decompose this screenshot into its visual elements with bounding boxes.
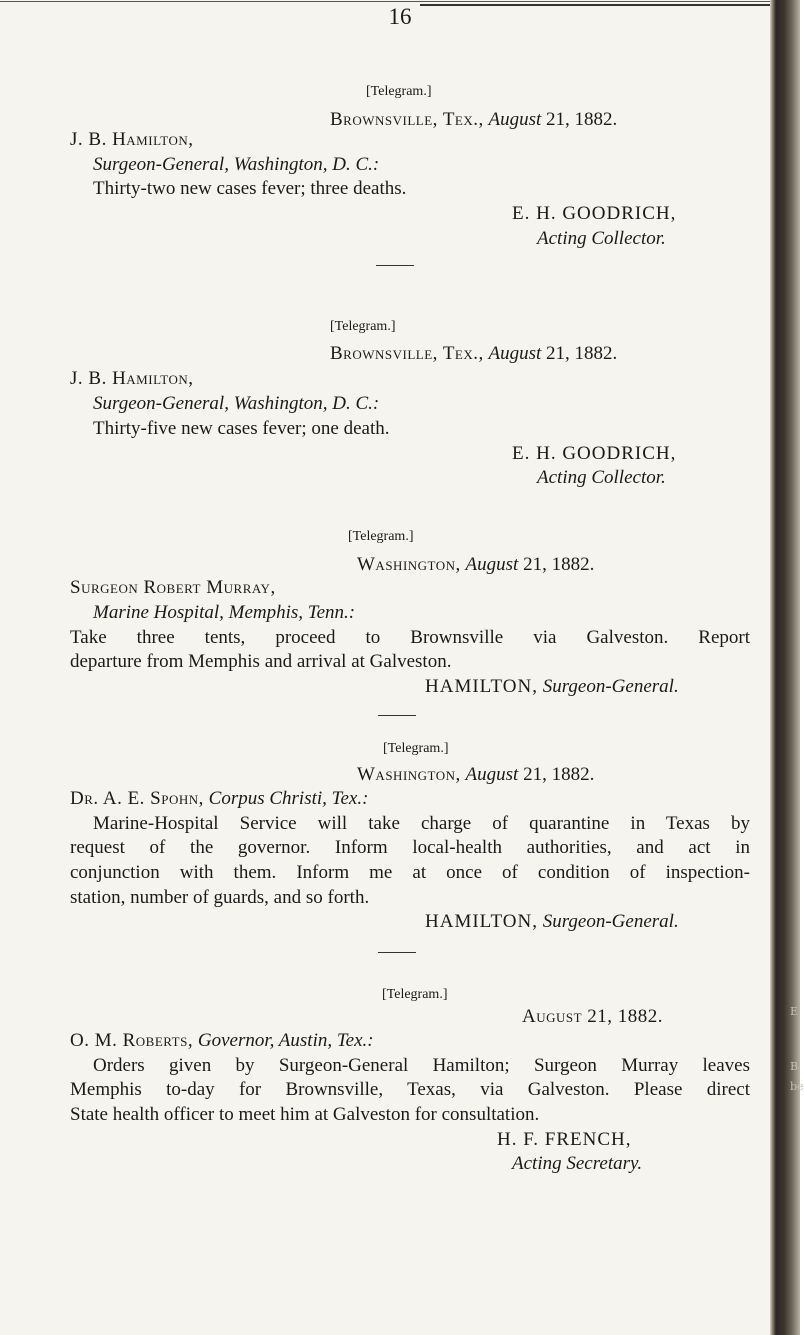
telegram-header: [Telegram.] [330, 319, 396, 334]
telegram-body-line: conjunction with them. Inform me at once of condition of inspection- [70, 862, 750, 883]
telegram-signature-line: HAMILTON, Surgeon-General. [425, 676, 679, 697]
telegram-addressee: J. B. Hamilton, [70, 368, 194, 389]
telegram-header: [Telegram.] [366, 84, 432, 99]
telegram-title-line: Surgeon-General, Washington, D. C.: [93, 154, 380, 175]
telegram-signature: E. H. GOODRICH, [512, 203, 677, 224]
telegram-signature: E. H. GOODRICH, [512, 443, 677, 464]
telegram-signature-line: HAMILTON, Surgeon-General. [425, 911, 679, 932]
edge-mark: E [790, 1005, 799, 1018]
telegram-title-line: Surgeon-General, Washington, D. C.: [93, 393, 380, 414]
telegram-addressee-line: Dr. A. E. Spohn, Corpus Christi, Tex.: [70, 788, 369, 809]
section-divider [378, 952, 416, 953]
telegram-signature: H. F. FRENCH, [497, 1129, 632, 1150]
telegram-body-line: station, number of guards, and so forth. [70, 887, 370, 908]
telegram-place-date: Brownsville, Tex., August 21, 1882. [330, 343, 618, 364]
telegram-header: [Telegram.] [382, 987, 448, 1002]
telegram-body-line: request of the governor. Inform local-health authorities, and act in [70, 837, 750, 858]
telegram-place-date: August 21, 1882. [522, 1006, 664, 1027]
section-divider [378, 715, 416, 716]
telegram-place-date: Washington, August 21, 1882. [357, 764, 595, 785]
telegram-body-line: departure from Memphis and arrival at Galveston. [70, 651, 452, 672]
edge-mark: B [790, 1060, 799, 1073]
telegram-title-line: Marine Hospital, Memphis, Tenn.: [93, 602, 356, 623]
telegram-body-line: Thirty-five new cases fever; one death. [93, 418, 390, 439]
telegram-body-line: Orders given by Surgeon-General Hamilton; Surgeon Murray leaves [93, 1055, 750, 1076]
telegram-body-line: Memphis to-day for Brownsville, Texas, via Galveston. Please direct [70, 1079, 750, 1100]
telegram-body-line: State health officer to meet him at Galveston for consultation. [70, 1104, 540, 1125]
telegram-signature-title: Acting Secretary. [512, 1153, 643, 1174]
telegram-addressee: Surgeon Robert Murray, [70, 577, 276, 598]
telegram-place-date: Washington, August 21, 1882. [357, 554, 595, 575]
telegram-body-line: Take three tents, proceed to Brownsville via Galveston. Report [70, 627, 750, 648]
page-number: 16 [388, 4, 412, 29]
telegram-addressee: J. B. Hamilton, [70, 129, 194, 150]
telegram-body-line: Thirty-two new cases fever; three deaths. [93, 178, 407, 199]
telegram-header: [Telegram.] [383, 741, 449, 756]
telegram-signature-title: Acting Collector. [537, 467, 666, 488]
facing-page-edge [770, 0, 800, 1335]
telegram-addressee-line: O. M. Roberts, Governor, Austin, Tex.: [70, 1030, 374, 1051]
section-divider [376, 265, 414, 266]
telegram-header: [Telegram.] [348, 529, 414, 544]
telegram-place-date: Brownsville, Tex., August 21, 1882. [330, 109, 618, 130]
telegram-body-line: Marine-Hospital Service will take charge of quarantine in Texas by [93, 813, 750, 834]
edge-mark: be [790, 1080, 804, 1093]
telegram-signature-title: Acting Collector. [537, 228, 666, 249]
